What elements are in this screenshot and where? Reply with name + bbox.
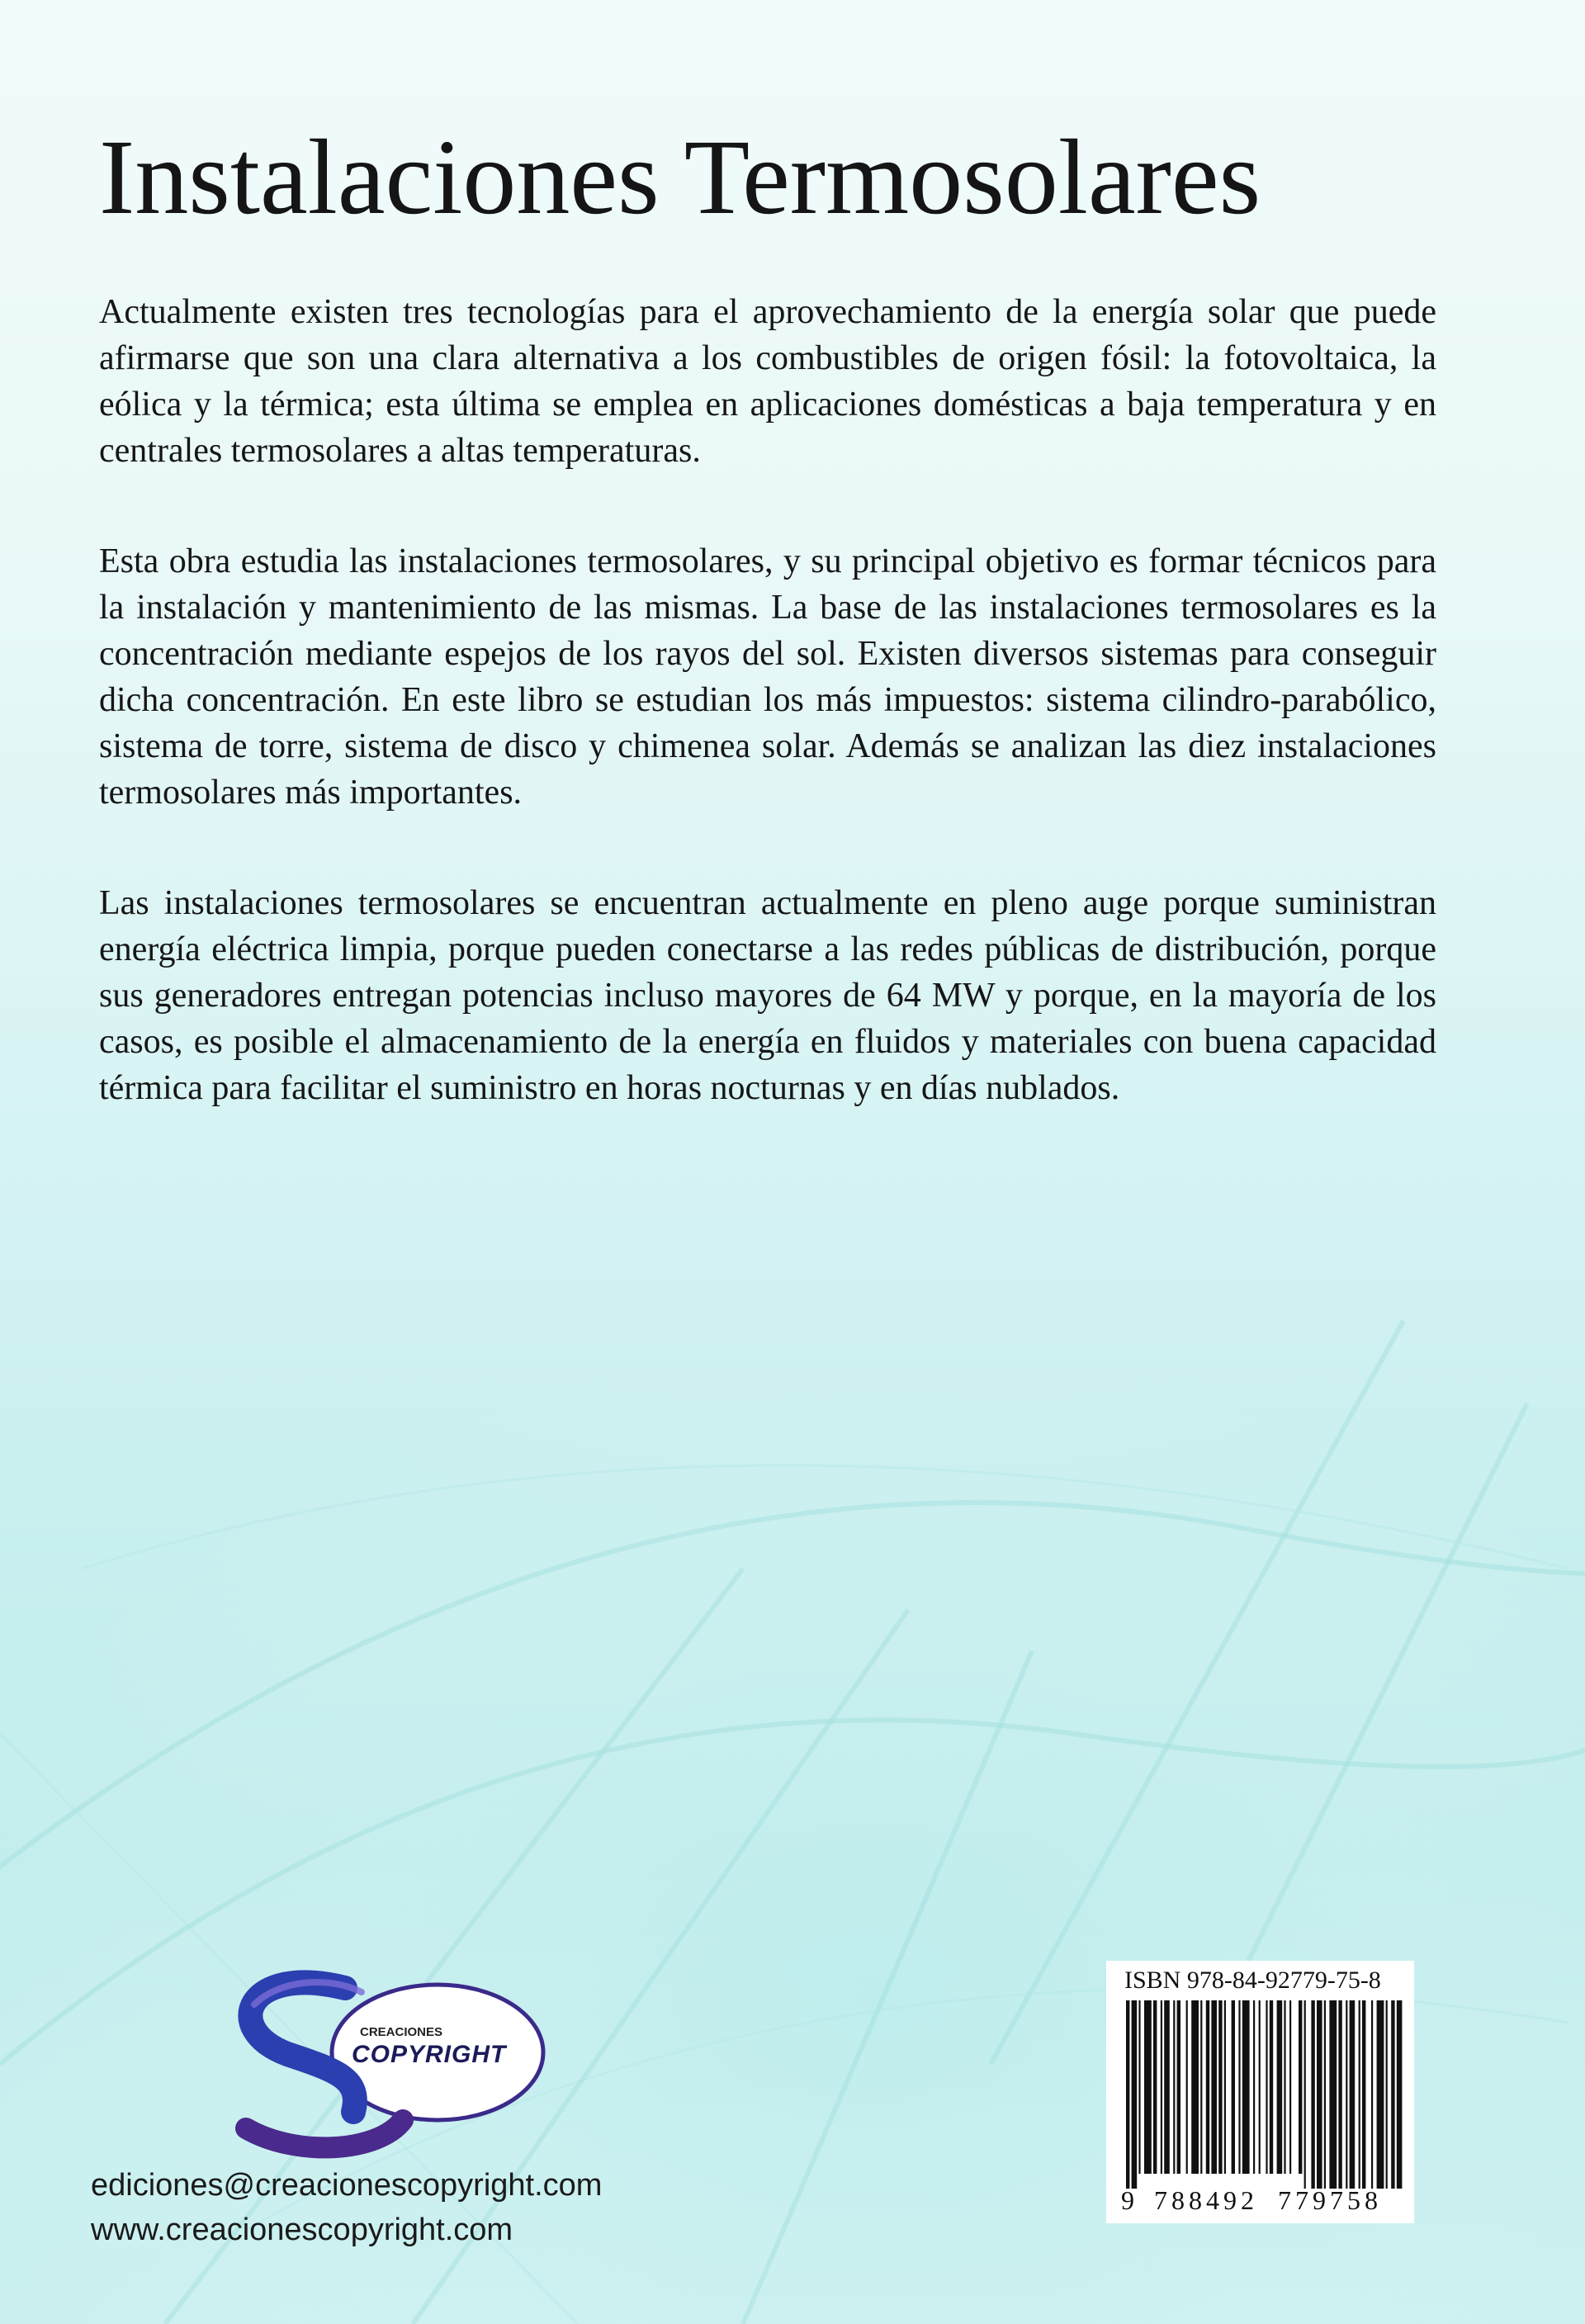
isbn-barcode-panel: [1106, 1961, 1414, 2223]
barcode-stripe: [1362, 2000, 1365, 2189]
barcode-stripe: [1259, 2000, 1261, 2174]
publisher-email[interactable]: ediciones@creacionescopyright.com: [91, 2168, 603, 2203]
barcode-stripe: [1371, 2000, 1373, 2189]
logo-main-text: COPYRIGHT: [352, 2041, 507, 2068]
logo-swoosh-bottom: [246, 2120, 403, 2147]
barcode-stripe: [1284, 2000, 1285, 2174]
barcode-stripe: [1359, 2000, 1360, 2189]
barcode-stripe: [1238, 2000, 1240, 2174]
ean-right-group: 779758: [1278, 2185, 1382, 2215]
blurb-paragraph: Actualmente existen tres tecnologías para el aprovechamiento de la energía solar que puede afirmarse que son una clara alternativa a los combustibles de origen fósil: la fotovoltaica, la eólica y la térmica; esta última se emplea en aplicaciones domésticas a baja temperatura y en centrales termosolares a altas temperaturas.: [99, 293, 1436, 470]
isbn-label: ISBN 978-84-92779-75-8: [1124, 1967, 1381, 1994]
barcode-stripe: [1242, 2000, 1250, 2174]
barcode-stripe: [1164, 2000, 1170, 2174]
barcode-stripe: [1132, 2000, 1138, 2189]
barcode-stripe: [1232, 2000, 1235, 2174]
barcode-stripe: [1386, 2000, 1388, 2189]
ean-first-digit: 9: [1121, 2185, 1134, 2215]
barcode-stripe: [1186, 2000, 1188, 2174]
barcode-stripe: [1299, 2000, 1302, 2174]
barcode-stripe: [1277, 2000, 1283, 2174]
barcode-stripe: [1224, 2000, 1226, 2174]
barcode-stripe: [1200, 2000, 1202, 2174]
logo-small-text: CREACIONES: [360, 2025, 443, 2039]
barcode-stripe: [1338, 2000, 1341, 2189]
barcode-stripe: [1144, 2000, 1152, 2174]
barcode-stripe: [1270, 2000, 1273, 2174]
book-title: Instalaciones Termosolares: [99, 118, 1261, 237]
barcode-stripe: [1177, 2000, 1180, 2174]
barcode-stripe: [1289, 2000, 1291, 2174]
barcode-stripe: [1317, 2000, 1322, 2189]
barcode-stripe: [1324, 2000, 1326, 2189]
barcode-stripe: [1377, 2000, 1384, 2189]
barcode-bars: [1124, 2000, 1405, 2189]
barcode-stripe: [1153, 2000, 1157, 2174]
barcode-stripe: [1350, 2000, 1356, 2189]
barcode-stripe: [1218, 2000, 1222, 2174]
barcode-stripe: [1397, 2000, 1403, 2189]
barcode-stripe: [1138, 2000, 1140, 2174]
publisher-website[interactable]: www.creacionescopyright.com: [91, 2213, 513, 2247]
barcode-stripe: [1391, 2000, 1394, 2189]
barcode-stripe: [1126, 2000, 1129, 2189]
barcode-stripe: [1311, 2000, 1314, 2189]
barcode-stripe: [1173, 2000, 1175, 2174]
blurb-paragraph: Las instalaciones termosolares se encuentran actualmente en pleno auge porque suministran energía eléctrica limpia, porque pueden conectarse a las redes públicas de distribución, porque sus generadores entregan potencias incluso mayores de 64 MW y porque, en la mayoría de los casos, es posible el almacenamiento de la energía en fluidos y materiales con buena capacidad térmica para facilitar el suministro en horas nocturnas y en días nublados.: [99, 884, 1436, 1107]
barcode-stripe: [1266, 2000, 1267, 2174]
barcode-stripe: [1161, 2000, 1162, 2174]
barcode-stripe: [1211, 2000, 1217, 2174]
publisher-logo: [221, 1955, 560, 2170]
barcode-stripe: [1206, 2000, 1209, 2174]
barcode-stripe: [1191, 2000, 1199, 2174]
barcode-stripe: [1253, 2000, 1255, 2174]
blurb-paragraph: Esta obra estudia las instalaciones termosolares, y su principal objetivo es formar técnicos para la instalación y mantenimiento de las mismas. La base de las instalaciones termosolares es la concentración mediante espejos de los rayos del sol. Existen diversos sistemas para conseguir dicha concentración. En este libro se estudian los más impuestos: sistema cilindro-parabólico, sistema de torre, sistema de disco y chimenea solar. Además se analizan las diez instalaciones termosolares más importantes.: [99, 542, 1436, 812]
barcode-stripe: [1329, 2000, 1337, 2189]
ean-digits: [1121, 2182, 1406, 2218]
publisher-contact: [91, 2163, 602, 2252]
barcode-stripe: [1304, 2000, 1306, 2189]
barcode-stripe: [1346, 2000, 1347, 2189]
back-cover-blurb: [99, 289, 1436, 1176]
ean-left-group: 788492: [1154, 2185, 1258, 2215]
